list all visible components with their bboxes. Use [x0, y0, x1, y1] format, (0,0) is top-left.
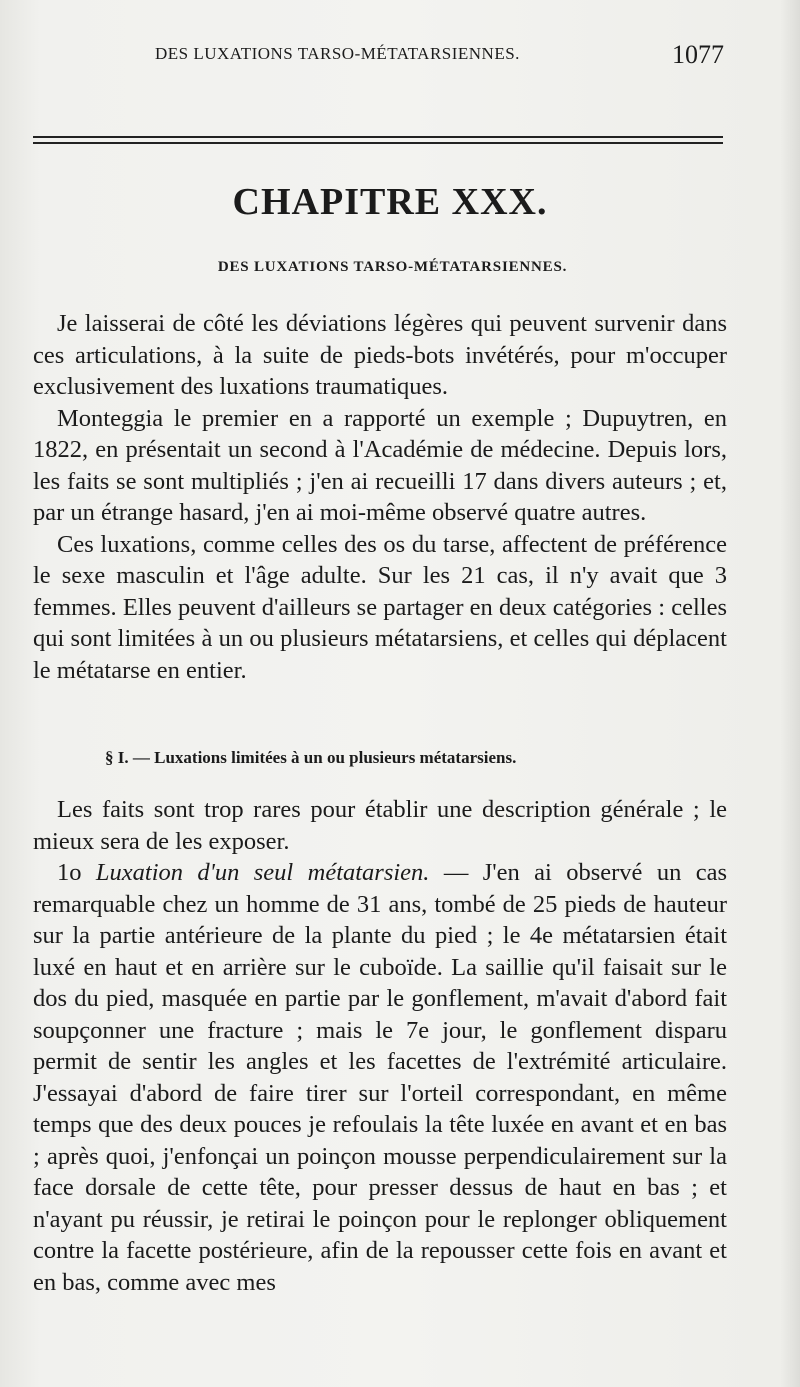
section-body	[33, 794, 727, 1298]
chapter-title: CHAPITRE XXX.	[232, 181, 548, 223]
case-number: 1o	[57, 859, 82, 886]
case-text: — J'en ai observé un cas remarquable chez un homme de 31 ans, tombé de 25 pieds de hauteur sur la partie antérieure de la plante du pied ; le 4e métatarsien était luxé en haut et en arrière sur le cuboïde. La saillie qu'il faisait sur le dos du pied, masquée en partie par le gonflement, m'avait d'abord fait soupçonner une fracture ; mais le 7e jour, le gonflement disparu permit de sentir les angles et les facettes de l'extrémité articulaire. J'essayai d'abord de faire tirer sur l'orteil correspondant, en même temps que des deux pouces je refoulais la tête luxée en avant et en bas ; après quoi, j'enfonçai un poinçon mousse perpendiculairement sur la face dorsale de cette tête, pour presser dessus de haut en bas ; et n'ayant pu réussir, je retirai le poinçon pour le replonger obliquement contre la facette postérieure, afin de la repousser cette fois en avant et en bas, comme avec mes	[33, 859, 727, 1296]
section-heading: § I. — Luxations limitées à un ou plusieurs métatarsiens.	[105, 748, 517, 767]
paragraph-3: Ces luxations, comme celles des os du tarse, affectent de préférence le sexe masculin et l'âge adulte. Sur les 21 cas, il n'y avait que 3 femmes. Elles peuvent d'ailleurs se partager en deux catégories : celles qui sont limitées à un ou plusieurs métatarsiens, et celles qui déplacent le métatarse en entier.	[33, 530, 727, 684]
paragraph-2: Monteggia le premier en a rapporté un exemple ; Dupuytren, en 1822, en présentait un second à l'Académie de médecine. Depuis lors, les faits se sont multipliés ; j'en ai recueilli 17 dans divers auteurs ; et, par un étrange hasard, j'en ai moi-même observé quatre autres.	[33, 404, 727, 526]
running-title: DES LUXATIONS TARSO-MÉTATARSIENNES.	[155, 44, 520, 63]
page-number: 1077	[672, 40, 724, 69]
chapter-subtitle: DES LUXATIONS TARSO-MÉTATARSIENNES.	[217, 259, 568, 275]
running-head	[0, 40, 800, 74]
case-title: Luxation d'un seul métatarsien.	[95, 859, 430, 886]
paragraph-1: Je laisserai de côté les déviations légères qui peuvent survenir dans ces articulations, à la suite de pieds-bots invétérés, pour m'occuper exclusivement des luxations traumatiques.	[33, 310, 727, 400]
double-rule-top	[33, 136, 723, 138]
case-paragraph	[33, 857, 727, 1298]
double-rule-bottom	[33, 142, 723, 144]
section-intro-paragraph: Les faits sont trop rares pour établir une description générale ; le mieux sera de les exposer.	[33, 796, 727, 855]
chapter-body	[33, 308, 727, 686]
